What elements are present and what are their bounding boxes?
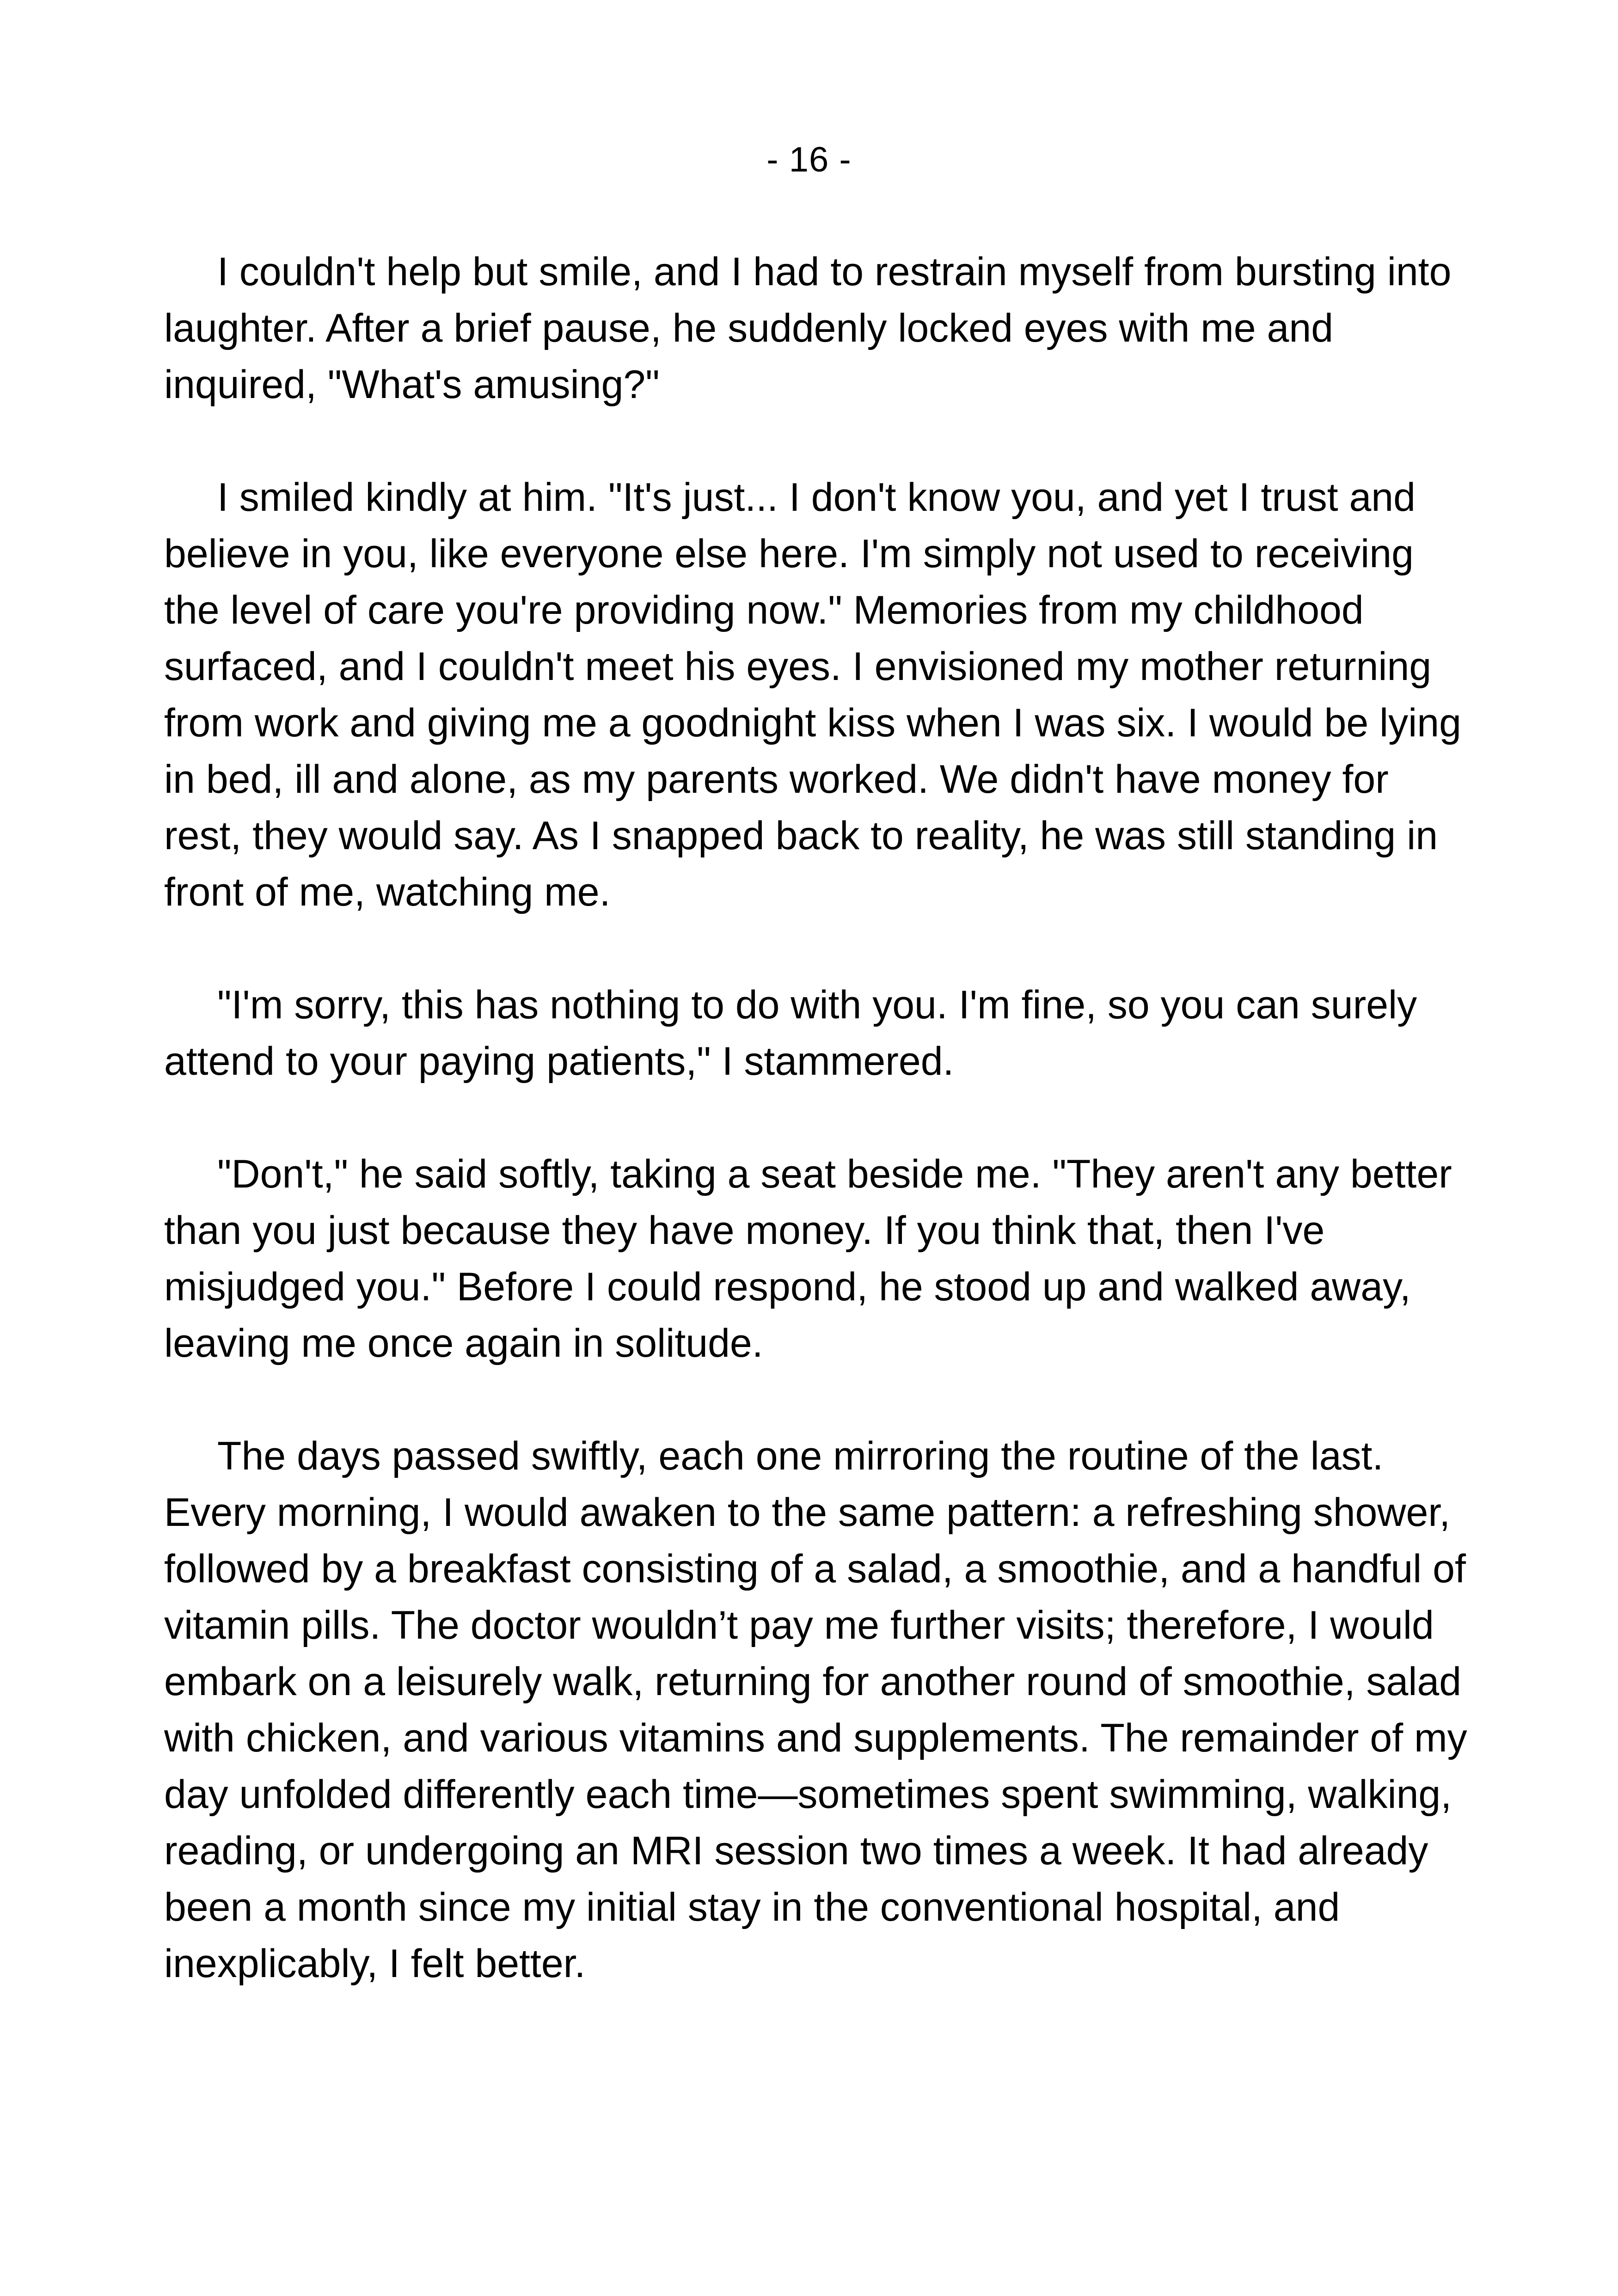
page-number: - 16 - [766, 140, 852, 179]
paragraph-1: I couldn't help but smile, and I had to restrain myself from bursting into laughter. After a brief pause, he suddenly locked eyes with me and inquired, "What's amusing?" [164, 250, 1452, 407]
body-text [164, 244, 1468, 2048]
paragraph-3: "I'm sorry, this has nothing to do with you. I'm fine, so you can surely attend to your paying patients," I stammered. [164, 983, 1417, 1084]
paragraph-5: The days passed swiftly, each one mirroring the routine of the last. Every morning, I would awaken to the same pattern: a refreshing shower, followed by a breakfast consisting of a salad, a smoothie, and a handful of vitamin pills. The doctor wouldn’t pay me further visits; therefore, I would embark on a leisurely walk, returning for another round of smoothie, salad with chicken, and various vitamins and supplements. The remainder of my day unfolded differently each time—sometimes spent swimming, walking, reading, or undergoing an MRI session two times a week. It had already been a month since my initial stay in the conventional hospital, and inexplicably, I felt better. [164, 1434, 1467, 1986]
paragraph-4: "Don't," he said softly, taking a seat beside me. "They aren't any better than you just because they have money. If you think that, then I've misjudged you." Before I could respond, he stood up and walked away, leaving me once again in solitude. [164, 1152, 1452, 1365]
paragraph-2: I smiled kindly at him. "It's just... I don't know you, and yet I trust and believe in you, like everyone else here. I'm simply not used to receiving the level of care you're providing now." Memories from my childhood surfaced, and I couldn't meet his eyes. I envisioned my mother returning from work and giving me a goodnight kiss when I was six. I would be lying in bed, ill and alone, as my parents worked. We didn't have money for rest, they would say. As I snapped back to reality, he was still standing in front of me, watching me. [164, 475, 1461, 914]
